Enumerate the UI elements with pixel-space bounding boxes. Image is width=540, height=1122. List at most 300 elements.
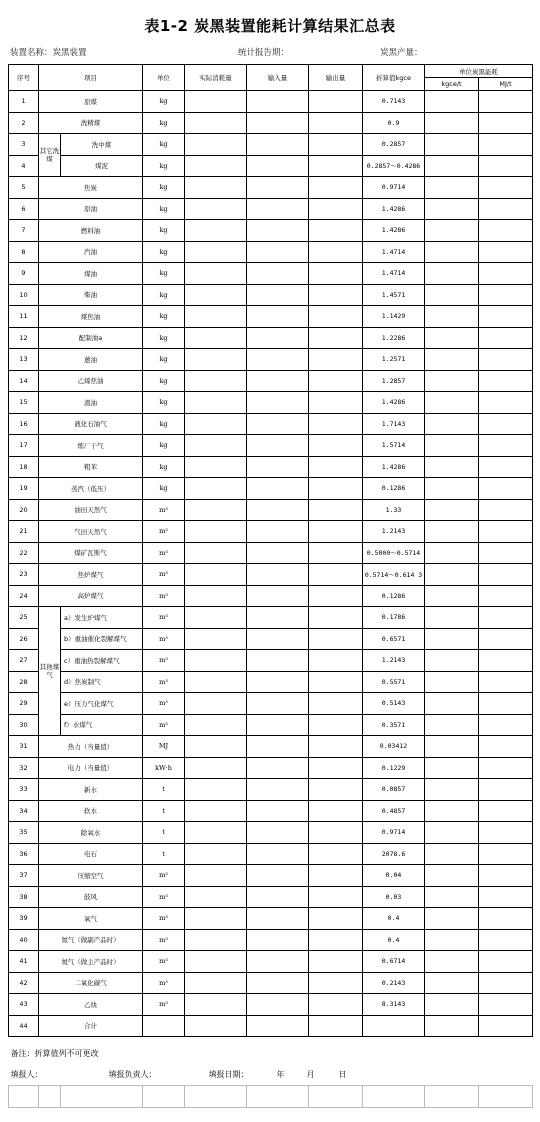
row-kgce-cell (425, 435, 479, 457)
table-row (9, 327, 533, 349)
row-output-cell (309, 177, 363, 199)
row-seq: 42 (9, 972, 39, 994)
row-item: b）重油催化裂解煤气 (61, 628, 143, 650)
row-seq: 43 (9, 994, 39, 1016)
row-factor: 1.1429 (363, 306, 425, 328)
row-actual-cell (185, 693, 247, 715)
row-kgce-cell (425, 392, 479, 414)
row-mj-cell (479, 456, 533, 478)
row-kgce-cell (425, 1015, 479, 1037)
row-input-cell (247, 263, 309, 285)
row-factor: 1.2286 (363, 327, 425, 349)
row-output-cell (309, 714, 363, 736)
row-factor: 1.2143 (363, 650, 425, 672)
row-factor: 0.6714 (363, 951, 425, 973)
row-unit: kg (143, 478, 185, 500)
row-kgce-cell (425, 671, 479, 693)
row-actual-cell (185, 628, 247, 650)
row-kgce-cell (425, 714, 479, 736)
table-row (9, 456, 533, 478)
row-output-cell (309, 198, 363, 220)
row-item: 煤油 (39, 263, 143, 285)
row-mj-cell (479, 822, 533, 844)
table-row (9, 800, 533, 822)
empty-cell (309, 1086, 363, 1108)
row-unit: m³ (143, 628, 185, 650)
row-seq: 12 (9, 327, 39, 349)
row-unit: kg (143, 198, 185, 220)
row-actual-cell (185, 284, 247, 306)
row-seq: 30 (9, 714, 39, 736)
row-factor: 0.04 (363, 865, 425, 887)
row-actual-cell (185, 779, 247, 801)
row-input-cell (247, 435, 309, 457)
row-mj-cell (479, 263, 533, 285)
row-actual-cell (185, 435, 247, 457)
row-actual-cell (185, 198, 247, 220)
row-item: 煤泥 (61, 155, 143, 177)
row-kgce-cell (425, 757, 479, 779)
row-mj-cell (479, 1015, 533, 1037)
table-row (9, 435, 533, 457)
row-unit: kg (143, 177, 185, 199)
row-kgce-cell (425, 607, 479, 629)
carbon-black-output-label: 炭黑产量： (380, 48, 423, 58)
row-seq: 9 (9, 263, 39, 285)
row-unit: m³ (143, 564, 185, 586)
row-output-cell (309, 542, 363, 564)
row-actual-cell (185, 521, 247, 543)
year-label: 年 (276, 1070, 285, 1079)
row-mj-cell (479, 241, 533, 263)
row-item: 氮气（做主产品时） (39, 951, 143, 973)
row-actual-cell (185, 263, 247, 285)
row-seq: 35 (9, 822, 39, 844)
row-mj-cell (479, 628, 533, 650)
row-kgce-cell (425, 994, 479, 1016)
table-row (9, 908, 533, 930)
row-output-cell (309, 284, 363, 306)
row-input-cell (247, 478, 309, 500)
row-output-cell (309, 456, 363, 478)
row-item: 乙烯焦油 (39, 370, 143, 392)
date-label: 填报日期： (208, 1070, 249, 1079)
row-mj-cell (479, 972, 533, 994)
row-seq: 4 (9, 155, 39, 177)
row-output-cell (309, 134, 363, 156)
row-unit: m³ (143, 585, 185, 607)
row-input-cell (247, 736, 309, 758)
row-actual-cell (185, 822, 247, 844)
row-unit: kg (143, 456, 185, 478)
row-item: 洗精煤 (39, 112, 143, 134)
row-output-cell (309, 800, 363, 822)
row-factor: 0.9 (363, 112, 425, 134)
row-factor: 1.4571 (363, 284, 425, 306)
row-kgce-cell (425, 327, 479, 349)
row-seq: 15 (9, 392, 39, 414)
row-mj-cell (479, 929, 533, 951)
row-output-cell (309, 392, 363, 414)
row-kgce-cell (425, 736, 479, 758)
row-mj-cell (479, 306, 533, 328)
row-factor: 1.4714 (363, 241, 425, 263)
table-row (9, 929, 533, 951)
row-actual-cell (185, 929, 247, 951)
row-mj-cell (479, 284, 533, 306)
row-factor: 1.4286 (363, 220, 425, 242)
row-factor: 0.2143 (363, 972, 425, 994)
row-mj-cell (479, 736, 533, 758)
row-actual-cell (185, 134, 247, 156)
row-output-cell (309, 929, 363, 951)
row-kgce-cell (425, 951, 479, 973)
row-seq: 10 (9, 284, 39, 306)
row-seq: 24 (9, 585, 39, 607)
row-actual-cell (185, 177, 247, 199)
row-actual-cell (185, 499, 247, 521)
row-item: 鼓风 (39, 886, 143, 908)
row-actual-cell (185, 908, 247, 930)
row-input-cell (247, 521, 309, 543)
empty-cell (39, 1086, 61, 1108)
table-row (9, 886, 533, 908)
table-row (9, 650, 533, 672)
table-row (9, 779, 533, 801)
row-actual-cell (185, 370, 247, 392)
row-kgce-cell (425, 241, 479, 263)
row-unit: m³ (143, 951, 185, 973)
table-row (9, 392, 533, 414)
row-unit: kg (143, 435, 185, 457)
row-item: 油田天然气 (39, 499, 143, 521)
row-input-cell (247, 650, 309, 672)
row-item: 合计 (39, 1015, 143, 1037)
row-input-cell (247, 542, 309, 564)
row-input-cell (247, 327, 309, 349)
row-mj-cell (479, 908, 533, 930)
row-output-cell (309, 779, 363, 801)
row-output-cell (309, 370, 363, 392)
table-row (9, 757, 533, 779)
row-factor: 0.2857 (363, 134, 425, 156)
table-row (9, 628, 533, 650)
note-text: 备注：折算值列不可更改 (10, 1049, 99, 1058)
row-item: 柴油 (39, 284, 143, 306)
row-input-cell (247, 929, 309, 951)
row-unit: t (143, 779, 185, 801)
row-kgce-cell (425, 886, 479, 908)
row-output-cell (309, 521, 363, 543)
row-factor: 1.4286 (363, 456, 425, 478)
row-item: 热力（当量值） (39, 736, 143, 758)
row-input-cell (247, 370, 309, 392)
row-kgce-cell (425, 499, 479, 521)
row-mj-cell (479, 564, 533, 586)
table-row (9, 671, 533, 693)
group-label-gas: 其他煤气 (39, 607, 61, 736)
row-seq: 23 (9, 564, 39, 586)
table-row (9, 693, 533, 715)
row-item: 原油 (39, 198, 143, 220)
row-kgce-cell (425, 972, 479, 994)
row-seq: 14 (9, 370, 39, 392)
day-label: 日 (338, 1070, 347, 1079)
row-factor: 1.2571 (363, 349, 425, 371)
header-unit: 单位 (143, 65, 185, 91)
table-row (9, 306, 533, 328)
row-input-cell (247, 499, 309, 521)
row-output-cell (309, 585, 363, 607)
row-factor: 0.5143 (363, 693, 425, 715)
row-actual-cell (185, 456, 247, 478)
row-unit: kg (143, 349, 185, 371)
empty-cell (363, 1086, 425, 1108)
row-unit: m³ (143, 929, 185, 951)
row-item: 汽油 (39, 241, 143, 263)
row-output-cell (309, 564, 363, 586)
group-label-wash-coal: 其它洗煤 (39, 134, 61, 177)
row-unit: kg (143, 327, 185, 349)
row-mj-cell (479, 693, 533, 715)
row-input-cell (247, 822, 309, 844)
table-row (9, 177, 533, 199)
row-item: 氮气（做副产品时） (39, 929, 143, 951)
row-seq: 28 (9, 671, 39, 693)
row-unit: kg (143, 155, 185, 177)
row-kgce-cell (425, 478, 479, 500)
row-mj-cell (479, 112, 533, 134)
row-seq: 38 (9, 886, 39, 908)
row-output-cell (309, 886, 363, 908)
row-kgce-cell (425, 628, 479, 650)
row-unit: m³ (143, 693, 185, 715)
row-unit: m³ (143, 542, 185, 564)
row-input-cell (247, 886, 309, 908)
row-mj-cell (479, 994, 533, 1016)
row-kgce-cell (425, 112, 479, 134)
row-output-cell (309, 112, 363, 134)
row-item: 除氧水 (39, 822, 143, 844)
row-output-cell (309, 650, 363, 672)
row-input-cell (247, 112, 309, 134)
row-input-cell (247, 585, 309, 607)
row-factor: 0.5000～0.5714 (363, 542, 425, 564)
row-factor: 0.9714 (363, 822, 425, 844)
row-factor: 1.5714 (363, 435, 425, 457)
row-factor: 1.4714 (363, 263, 425, 285)
row-input-cell (247, 693, 309, 715)
header-input: 输入量 (247, 65, 309, 91)
row-actual-cell (185, 886, 247, 908)
empty-cell (61, 1086, 143, 1108)
row-item: 氧气 (39, 908, 143, 930)
row-unit: m³ (143, 994, 185, 1016)
row-actual-cell (185, 542, 247, 564)
empty-cell (479, 1086, 533, 1108)
row-seq: 5 (9, 177, 39, 199)
row-input-cell (247, 757, 309, 779)
row-item: 蒸汽（低压） (39, 478, 143, 500)
row-seq: 8 (9, 241, 39, 263)
row-input-cell (247, 865, 309, 887)
row-output-cell (309, 693, 363, 715)
row-seq: 1 (9, 91, 39, 113)
row-output-cell (309, 736, 363, 758)
empty-cell (143, 1086, 185, 1108)
row-unit: kg (143, 220, 185, 242)
row-kgce-cell (425, 413, 479, 435)
row-actual-cell (185, 800, 247, 822)
row-seq: 34 (9, 800, 39, 822)
row-unit: t (143, 822, 185, 844)
row-actual-cell (185, 564, 247, 586)
row-input-cell (247, 456, 309, 478)
energy-table (8, 64, 533, 1037)
table-row (9, 714, 533, 736)
row-output-cell (309, 499, 363, 521)
row-item: 原煤 (39, 91, 143, 113)
table-row (9, 521, 533, 543)
row-mj-cell (479, 521, 533, 543)
row-item: 焦炭 (39, 177, 143, 199)
row-input-cell (247, 714, 309, 736)
page-title: 表1-2 炭黑装置能耗计算结果汇总表 (144, 17, 396, 35)
row-input-cell (247, 91, 309, 113)
row-input-cell (247, 198, 309, 220)
month-label: 月 (306, 1070, 315, 1079)
row-seq: 36 (9, 843, 39, 865)
header-seq: 序号 (9, 65, 39, 91)
row-seq: 21 (9, 521, 39, 543)
row-unit: m³ (143, 499, 185, 521)
row-unit: kg (143, 306, 185, 328)
row-mj-cell (479, 155, 533, 177)
header-output: 输出量 (309, 65, 363, 91)
row-kgce-cell (425, 198, 479, 220)
row-unit: t (143, 800, 185, 822)
row-unit: kg (143, 413, 185, 435)
table-row (9, 413, 533, 435)
row-factor: 2078.6 (363, 843, 425, 865)
row-factor: 1.4286 (363, 198, 425, 220)
row-item: 压缩空气 (39, 865, 143, 887)
row-kgce-cell (425, 284, 479, 306)
row-input-cell (247, 284, 309, 306)
row-factor: 0.4857 (363, 800, 425, 822)
row-factor: 0.6571 (363, 628, 425, 650)
row-input-cell (247, 843, 309, 865)
row-unit: t (143, 843, 185, 865)
row-item: 渣油 (39, 392, 143, 414)
row-input-cell (247, 392, 309, 414)
row-kgce-cell (425, 542, 479, 564)
row-output-cell (309, 478, 363, 500)
row-actual-cell (185, 91, 247, 113)
row-item: f）水煤气 (61, 714, 143, 736)
table-row (9, 843, 533, 865)
row-mj-cell (479, 198, 533, 220)
row-kgce-cell (425, 779, 479, 801)
row-item: 软水 (39, 800, 143, 822)
row-unit: m³ (143, 972, 185, 994)
row-factor: 0.5571 (363, 671, 425, 693)
row-item: d）焦炭制气 (61, 671, 143, 693)
row-output-cell (309, 822, 363, 844)
empty-cell (247, 1086, 309, 1108)
row-output-cell (309, 628, 363, 650)
row-unit (143, 1015, 185, 1037)
row-kgce-cell (425, 650, 479, 672)
table-row (9, 564, 533, 586)
row-factor: 0.0857 (363, 779, 425, 801)
table-row (9, 370, 533, 392)
row-input-cell (247, 671, 309, 693)
row-kgce-cell (425, 370, 479, 392)
table-row (9, 349, 533, 371)
row-seq: 3 (9, 134, 39, 156)
row-input-cell (247, 607, 309, 629)
empty-cell (9, 1086, 39, 1108)
row-factor: 0.5714～0.614 3 (363, 564, 425, 586)
row-factor: 0.9714 (363, 177, 425, 199)
row-mj-cell (479, 650, 533, 672)
row-kgce-cell (425, 822, 479, 844)
row-seq: 37 (9, 865, 39, 887)
row-input-cell (247, 972, 309, 994)
row-actual-cell (185, 994, 247, 1016)
row-factor: 0.1286 (363, 478, 425, 500)
row-seq: 17 (9, 435, 39, 457)
table-row (9, 91, 533, 113)
row-unit: MJ (143, 736, 185, 758)
row-input-cell (247, 779, 309, 801)
row-mj-cell (479, 714, 533, 736)
row-mj-cell (479, 865, 533, 887)
row-seq: 33 (9, 779, 39, 801)
row-kgce-cell (425, 91, 479, 113)
row-kgce-cell (425, 929, 479, 951)
row-unit: m³ (143, 521, 185, 543)
row-unit: kW·h (143, 757, 185, 779)
row-actual-cell (185, 757, 247, 779)
row-mj-cell (479, 177, 533, 199)
row-unit: kg (143, 284, 185, 306)
row-seq: 27 (9, 650, 39, 672)
row-input-cell (247, 628, 309, 650)
row-mj-cell (479, 800, 533, 822)
row-unit: kg (143, 392, 185, 414)
row-factor: 8.3143 (363, 994, 425, 1016)
row-input-cell (247, 349, 309, 371)
row-mj-cell (479, 349, 533, 371)
row-seq: 6 (9, 198, 39, 220)
row-input-cell (247, 134, 309, 156)
row-item: a）发生炉煤气 (61, 607, 143, 629)
row-factor: 1.2143 (363, 521, 425, 543)
row-item: 配制油a (39, 327, 143, 349)
row-output-cell (309, 607, 363, 629)
row-factor: 1.33 (363, 499, 425, 521)
row-item: 煤焦油 (39, 306, 143, 328)
row-item: c）重油热裂解煤气 (61, 650, 143, 672)
row-kgce-cell (425, 349, 479, 371)
row-unit: m³ (143, 671, 185, 693)
row-item: 蒽油 (39, 349, 143, 371)
table-row (9, 972, 533, 994)
row-actual-cell (185, 241, 247, 263)
row-unit: m³ (143, 865, 185, 887)
